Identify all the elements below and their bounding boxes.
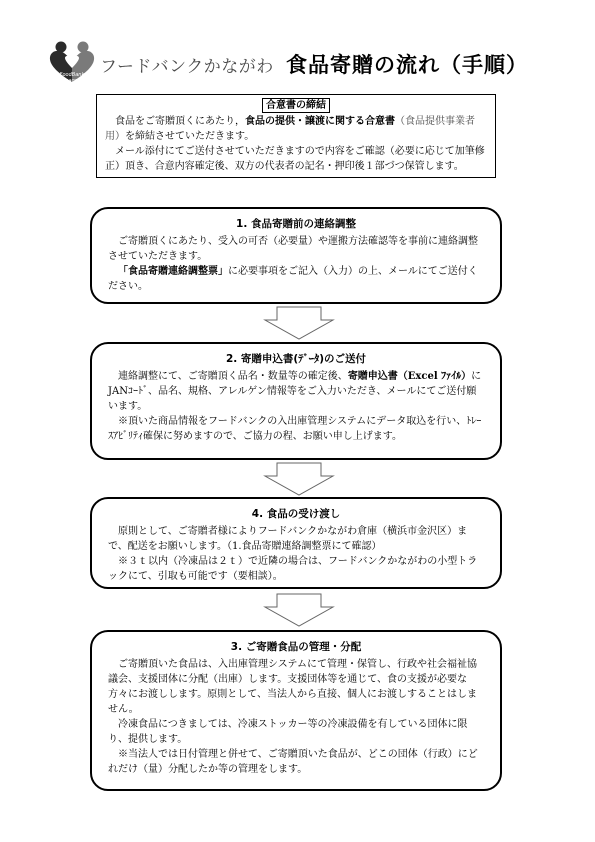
step-3-paragraph-3: ※当法人では日付管理と併せて、ご寄贈頂いた食品が、どこの団体（行政）にどれだけ（量）分配したか等の管理をします。	[108, 749, 478, 775]
agreement-box	[96, 94, 496, 178]
step-3-heading: 3. ご寄贈食品の管理・分配	[230, 641, 362, 653]
step-1-paragraph-1: ご寄贈頂くにあたり、受入の可否（必要量）や運搬方法確認等を事前に連絡調整させていただきます。	[108, 236, 478, 262]
step-3-paragraph-2: 冷凍食品につきましては、冷凍ストッカー等の冷凍設備を有している団体に限り、提供します。	[108, 719, 468, 745]
step-1-text: に必要事項をご記入（入力）の上、メールにてご送付ください。	[108, 266, 478, 292]
step-3-box	[90, 630, 502, 791]
foodbank-logo-icon	[46, 38, 98, 88]
agreement-text-pre: 食品をご寄贈頂くにあたり，	[115, 116, 245, 127]
agreement-paragraph-1	[105, 114, 487, 144]
agreement-document-name: 食品の提供・譲渡に関する合意書	[245, 116, 395, 127]
step-2-paragraph-2: ※頂いた商品情報をフードバンクの入出庫管理システムにデータ取込を行い、ﾄﾚｰｽｱﾋﾞﾘﾃｨ確保に努めますので、ご協力の程、お願い申し上げます。	[108, 416, 482, 442]
brand-name: フードバンクかながわ	[100, 57, 274, 77]
agreement-heading-wrap	[105, 98, 487, 113]
down-arrow-icon	[263, 593, 335, 627]
step-1-heading: 1. 食品寄贈前の連絡調整	[236, 218, 356, 230]
agreement-heading: 合意書の締結	[262, 98, 330, 113]
step-4-paragraph-1: 原則として、ご寄贈者様によりフードバンクかながわ倉庫（横浜市金沢区）まで、配送をお願いします。（1.食品寄贈連絡調整票にて確認）	[108, 526, 468, 552]
step-2-heading: 2. 寄贈申込書(ﾃﾞｰﾀ)のご送付	[225, 353, 367, 365]
step-2-form-name: 寄贈申込書（Excel ﾌｧｲﾙ）	[347, 371, 472, 382]
step-2-text-post: にJANｺｰﾄﾞ、品名、規格、アレルゲン情報等をご入力いただき、メールにてご送付願います。	[108, 371, 482, 412]
step-2-paragraph-1	[108, 369, 484, 414]
agreement-note: （食品提供事業者用）	[105, 116, 475, 142]
page-title: 食品寄贈の流れ（手順）	[286, 53, 528, 77]
header	[46, 36, 566, 92]
step-4-heading: 4. 食品の受け渡し	[251, 508, 341, 520]
agreement-paragraph-2: メール添付にてご送付させていただきますので内容をご確認（必要に応じて加筆修正）頂き、合意内容確定後、双方の代表者の記名・押印後１部づつ保管します。	[105, 146, 485, 172]
logo-text-2: Kanagawa	[59, 78, 85, 84]
step-2-text-pre: 連絡調整にて、ご寄贈頂く品名・数量等の確定後、	[118, 371, 348, 382]
step-1-box	[90, 207, 502, 304]
logo-text-1: FoodBank	[59, 72, 85, 78]
step-1-form-name: 「食品寄贈連絡調整票」	[118, 266, 228, 277]
down-arrow-icon	[263, 306, 335, 340]
step-2-box	[90, 342, 502, 460]
down-arrow-icon	[263, 462, 335, 496]
step-4-paragraph-2: ※３ｔ以内（冷凍品は２ｔ）で近隣の場合は、フードバンクかながわの小型トラックにて、引取も可能です（要相談）。	[108, 556, 478, 582]
agreement-text-post: を締結させていただきます。	[125, 131, 255, 142]
step-3-paragraph-1: ご寄贈頂いた食品は、入出庫管理システムにて管理・保管し、行政や社会福祉協議会、支援団体に分配（出庫）します。支援団体等を通じて、食の支援が必要な方々にお渡しします。原則として、当法人から直接、個人にお渡しすることはしません。	[108, 659, 477, 715]
step-1-paragraph-2	[108, 264, 484, 294]
step-4-box	[90, 497, 502, 589]
